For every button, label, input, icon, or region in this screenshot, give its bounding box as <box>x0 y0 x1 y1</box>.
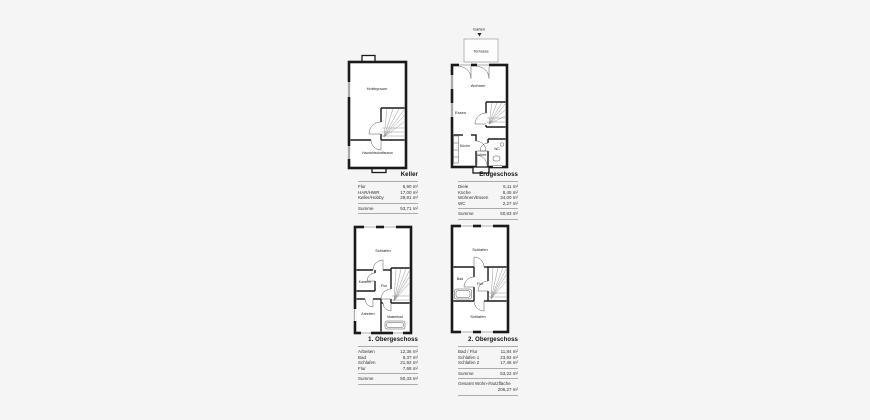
table-row <box>458 360 518 366</box>
garten-label: Garten <box>472 26 486 32</box>
floor-label-og1: 1. Obergeschoss <box>368 337 418 343</box>
row-value: 34,00 m² <box>500 195 518 201</box>
table-row <box>458 201 518 207</box>
erdgeschoss-floorplan <box>448 23 520 175</box>
row-value: 6,90 m² <box>402 184 418 189</box>
row-label: HAR/HWR <box>358 189 380 195</box>
row-value: 12,36 m² <box>400 349 418 354</box>
divider <box>458 395 518 396</box>
room-label-hauswirtschaftsraum: Hauswirtschaftsraum <box>362 151 393 155</box>
total-area-label: Gesamt Wohn-/Nutzfläche <box>458 381 511 387</box>
room-label-wc: WC <box>494 147 500 151</box>
sum-row <box>358 376 418 382</box>
window <box>451 103 454 117</box>
row-label: Schlafen <box>358 360 376 366</box>
row-value: 8,37 m² <box>402 354 418 360</box>
room-label-flur: Flur <box>476 282 484 286</box>
room-label-terrasse: Terrasse <box>473 48 489 54</box>
row-label: Arbeiten <box>358 349 375 354</box>
row-label: Bad <box>358 354 367 360</box>
room-label-wohnen: Wohnen <box>470 83 486 88</box>
row-label: Schlafen 1 <box>458 354 480 360</box>
row-label: Flur <box>358 365 366 371</box>
og1-panel <box>358 337 418 387</box>
window <box>451 75 454 89</box>
divider <box>358 373 418 374</box>
divider <box>458 346 518 347</box>
sum-value: 50,33 m² <box>400 376 418 382</box>
row-value: 17,00 m² <box>400 189 418 195</box>
floor-label-og2: 2. Obergeschoss <box>468 337 518 343</box>
erdgeschoss-panel <box>458 172 518 222</box>
keller-floorplan <box>345 54 417 174</box>
sum-row <box>358 206 418 212</box>
garden-direction-arrow-icon <box>478 33 482 37</box>
room-label-masterbad: Masterbad <box>387 315 403 319</box>
divider <box>458 368 518 369</box>
row-label: Küche <box>458 189 471 195</box>
table-row <box>358 366 418 372</box>
row-label: Schlafen 2 <box>458 360 480 366</box>
row-value: 6,11 m² <box>503 184 518 189</box>
row-label: Wohnen/Essen <box>458 195 489 201</box>
divider <box>458 219 518 220</box>
row-label: Bad / Flur <box>458 349 478 354</box>
table-row <box>358 195 418 201</box>
divider <box>458 181 518 182</box>
row-value: 7,68 m² <box>402 365 418 371</box>
og2-floorplan <box>448 221 520 339</box>
divider <box>358 384 418 385</box>
window <box>348 146 351 159</box>
room-label-entree: Entree <box>475 153 487 157</box>
sum-label: Summe <box>358 376 374 382</box>
divider <box>358 213 418 214</box>
divider <box>358 346 418 347</box>
room-label-schlafen: Schlafen <box>375 248 391 253</box>
row-value: 11,84 m² <box>500 349 518 354</box>
window <box>348 82 351 97</box>
room-label-arbeiten: Arbeiten <box>361 312 375 316</box>
sum-label: Summe <box>458 370 474 376</box>
total-area-value: 206,27 m² <box>497 386 518 392</box>
row-label: WC <box>458 200 466 206</box>
row-value: 17,46 m² <box>500 360 518 366</box>
sum-value: 53,71 m² <box>400 205 418 211</box>
row-value: 23,92 m² <box>500 354 518 360</box>
room-label-essen: Essen <box>455 110 467 115</box>
og1-floorplan <box>351 221 423 339</box>
divider <box>458 208 518 209</box>
row-value: 8,45 m² <box>502 189 518 195</box>
keller-panel <box>358 172 418 216</box>
sum-value: 53,22 m² <box>500 370 518 376</box>
sum-label: Summe <box>358 205 374 211</box>
room-label-kueche: Küche <box>459 144 471 148</box>
sum-value: 50,83 m² <box>500 211 518 217</box>
outer-walls <box>452 65 507 167</box>
og2-panel <box>458 337 518 398</box>
sum-label: Summe <box>458 211 474 217</box>
room-label-schlafen-unten: Schlafen <box>470 314 486 319</box>
row-label: Flur <box>358 184 366 189</box>
sum-row <box>458 371 518 377</box>
room-label-hobbyraum: Hobbyraum <box>366 86 388 91</box>
room-label-flur: Flur <box>380 284 388 288</box>
row-label: Diele <box>458 184 469 189</box>
divider <box>358 203 418 204</box>
row-label: Keller/Hobby <box>358 195 384 201</box>
row-value: 21,92 m² <box>400 360 418 366</box>
sum-row <box>458 211 518 217</box>
divider <box>358 181 418 182</box>
window <box>493 164 502 167</box>
room-label-kammer: Kammer <box>358 280 372 284</box>
row-value: 29,81 m² <box>400 195 418 201</box>
floor-label-keller: Keller <box>400 172 418 178</box>
divider <box>458 378 518 379</box>
room-label-schlafen-oben: Schlafen <box>472 247 488 252</box>
row-value: 2,27 m² <box>502 200 518 206</box>
floor-label-erdgeschoss: Erdgeschoss <box>479 172 518 178</box>
room-label-bad: Bad <box>456 277 464 281</box>
